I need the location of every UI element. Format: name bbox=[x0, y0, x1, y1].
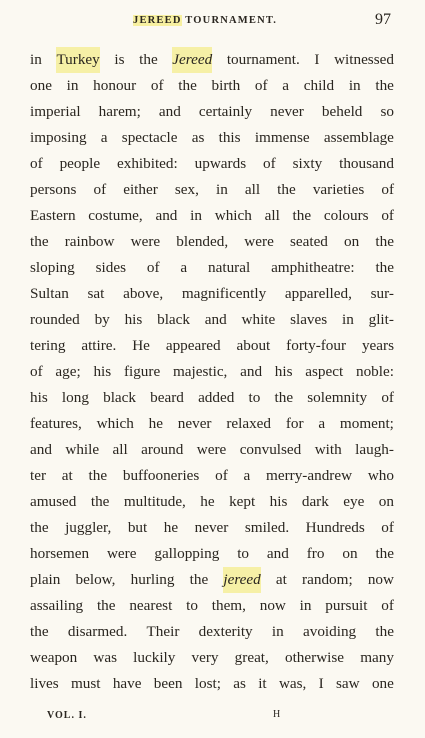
word: people bbox=[59, 155, 101, 172]
text-line bbox=[30, 203, 394, 229]
word: black bbox=[103, 389, 136, 406]
word: rounded bbox=[30, 311, 80, 328]
word: natural bbox=[208, 259, 251, 276]
word: while bbox=[65, 441, 100, 458]
word: I bbox=[314, 51, 320, 68]
text-line bbox=[30, 385, 394, 411]
word: with bbox=[314, 441, 342, 458]
word: as bbox=[233, 675, 246, 692]
word: random; bbox=[302, 571, 353, 588]
word: child bbox=[303, 77, 335, 94]
word: ter bbox=[30, 467, 47, 484]
word: the bbox=[88, 467, 108, 484]
text-line bbox=[30, 177, 394, 203]
word: never bbox=[177, 415, 212, 432]
word: the bbox=[30, 519, 49, 536]
word: hurling bbox=[130, 571, 175, 588]
word: were bbox=[130, 233, 161, 250]
page-number: 97 bbox=[375, 11, 391, 28]
word: as bbox=[191, 129, 205, 146]
word: tournament. bbox=[226, 51, 300, 68]
word: juggler, bbox=[65, 519, 112, 536]
word: and bbox=[155, 207, 178, 224]
word: very bbox=[191, 649, 219, 666]
text-line bbox=[30, 359, 394, 385]
word: spectacle bbox=[121, 129, 178, 146]
text-line bbox=[30, 47, 394, 73]
word: birth bbox=[211, 77, 241, 94]
word: of bbox=[254, 77, 268, 94]
word: He bbox=[132, 337, 150, 354]
word: never bbox=[270, 103, 304, 120]
word: the bbox=[375, 233, 394, 250]
word: of bbox=[381, 519, 394, 536]
word: plain bbox=[30, 571, 61, 588]
word: now bbox=[259, 597, 286, 614]
word: in bbox=[348, 77, 361, 94]
word: long bbox=[61, 389, 89, 406]
text-line bbox=[30, 463, 394, 489]
word: in bbox=[299, 597, 312, 614]
word: apparelled, bbox=[284, 285, 352, 302]
text-line bbox=[30, 229, 394, 255]
word: this bbox=[218, 129, 241, 146]
word: in bbox=[66, 77, 79, 94]
word: harem; bbox=[98, 103, 141, 120]
word: lost; bbox=[194, 675, 221, 692]
word: seated bbox=[289, 233, 328, 250]
text-line bbox=[30, 125, 394, 151]
word: below, bbox=[75, 571, 116, 588]
word: forty-four bbox=[286, 337, 347, 354]
word: kept bbox=[229, 493, 256, 510]
text-line bbox=[30, 541, 394, 567]
word: buffooneries bbox=[122, 467, 200, 484]
text-line bbox=[30, 619, 394, 645]
word: pursuit bbox=[325, 597, 368, 614]
word: his bbox=[124, 311, 143, 328]
word: so bbox=[380, 103, 394, 120]
body-text bbox=[30, 47, 394, 697]
word: and bbox=[30, 441, 52, 458]
running-head-title bbox=[133, 15, 277, 26]
word: glit- bbox=[368, 311, 394, 328]
word: he bbox=[148, 415, 163, 432]
running-head bbox=[0, 11, 425, 31]
word: moment; bbox=[339, 415, 394, 432]
word: the bbox=[178, 77, 197, 94]
word: one bbox=[371, 675, 394, 692]
word: of bbox=[381, 207, 394, 224]
word: and bbox=[266, 545, 289, 562]
word: amphitheatre: bbox=[271, 259, 355, 276]
word: horsemen bbox=[30, 545, 90, 562]
text-line bbox=[30, 151, 394, 177]
word: immense bbox=[254, 129, 310, 146]
word: of bbox=[215, 467, 228, 484]
word: in bbox=[216, 181, 228, 198]
word: by bbox=[94, 311, 110, 328]
word: Their bbox=[146, 623, 180, 640]
text-line bbox=[30, 489, 394, 515]
word: sloping bbox=[30, 259, 75, 276]
word: and bbox=[240, 363, 263, 380]
word: sat bbox=[87, 285, 105, 302]
word: in bbox=[341, 311, 354, 328]
text-line bbox=[30, 281, 394, 307]
word: sides bbox=[95, 259, 126, 276]
word: sur- bbox=[370, 285, 394, 302]
word: which bbox=[96, 415, 134, 432]
highlighted-word: Jereed bbox=[172, 47, 212, 73]
word: to bbox=[248, 389, 261, 406]
word: sex, bbox=[174, 181, 199, 198]
word: and bbox=[204, 311, 227, 328]
word: on bbox=[378, 493, 394, 510]
word: the bbox=[96, 597, 116, 614]
word: all bbox=[264, 207, 280, 224]
word: of bbox=[381, 389, 394, 406]
word: Eastern bbox=[30, 207, 76, 224]
word: all bbox=[112, 441, 128, 458]
word: of bbox=[150, 77, 164, 94]
word: convulsed bbox=[239, 441, 302, 458]
word: smiled. bbox=[244, 519, 290, 536]
word: the bbox=[277, 181, 296, 198]
word: a bbox=[180, 259, 188, 276]
word: Hundreds bbox=[305, 519, 365, 536]
word: the bbox=[30, 233, 49, 250]
word: were bbox=[244, 233, 274, 250]
word: attire. bbox=[81, 337, 117, 354]
text-line bbox=[30, 567, 394, 593]
word: magnificently bbox=[181, 285, 267, 302]
running-head-highlight: JEREED bbox=[133, 15, 182, 26]
word: witnessed bbox=[334, 51, 394, 68]
word: he bbox=[163, 519, 179, 536]
word: laugh- bbox=[355, 441, 394, 458]
word: great, bbox=[234, 649, 269, 666]
word: one bbox=[30, 77, 52, 94]
word: solemnity bbox=[307, 389, 368, 406]
word: varieties bbox=[312, 181, 365, 198]
word: to bbox=[237, 545, 250, 562]
word: costume, bbox=[88, 207, 143, 224]
text-line bbox=[30, 99, 394, 125]
word: on bbox=[344, 233, 360, 250]
word: colours bbox=[323, 207, 369, 224]
word: the bbox=[189, 571, 209, 588]
word: assemblage bbox=[323, 129, 394, 146]
word: otherwise bbox=[284, 649, 345, 666]
word: the bbox=[30, 623, 49, 640]
word: a bbox=[318, 415, 326, 432]
word: in bbox=[30, 51, 42, 68]
word: avoiding bbox=[302, 623, 357, 640]
word: black bbox=[157, 311, 190, 328]
word: gallopping bbox=[154, 545, 220, 562]
word: merry-andrew bbox=[266, 467, 353, 484]
word: nearest bbox=[129, 597, 173, 614]
word: but bbox=[127, 519, 148, 536]
word: sixty bbox=[292, 155, 323, 172]
word: aspect bbox=[305, 363, 344, 380]
word: imperial bbox=[30, 103, 81, 120]
word: age; bbox=[55, 363, 81, 380]
text-line bbox=[30, 515, 394, 541]
word: I bbox=[318, 675, 324, 692]
word: dark bbox=[301, 493, 329, 510]
word: weapon bbox=[30, 649, 78, 666]
word: above, bbox=[123, 285, 164, 302]
word: features, bbox=[30, 415, 82, 432]
text-line bbox=[30, 307, 394, 333]
word: of bbox=[30, 363, 43, 380]
word: must bbox=[70, 675, 101, 692]
word: his bbox=[30, 389, 48, 406]
word: been bbox=[153, 675, 183, 692]
word: multitude, bbox=[123, 493, 186, 510]
word: upwards bbox=[194, 155, 247, 172]
word: who bbox=[367, 467, 394, 484]
text-line bbox=[30, 73, 394, 99]
word: in bbox=[271, 623, 284, 640]
word: on bbox=[342, 545, 358, 562]
word: were bbox=[196, 441, 227, 458]
word: certainly bbox=[198, 103, 253, 120]
word: slaves bbox=[290, 311, 328, 328]
word: his bbox=[93, 363, 112, 380]
word: the bbox=[90, 493, 110, 510]
word: Sultan bbox=[30, 285, 69, 302]
word: now bbox=[367, 571, 394, 588]
word: figure bbox=[123, 363, 161, 380]
word: of bbox=[93, 181, 107, 198]
highlighted-word: jereed bbox=[223, 567, 260, 593]
word: honour bbox=[93, 77, 137, 94]
word: assailing bbox=[30, 597, 84, 614]
word: amused bbox=[30, 493, 77, 510]
word: rainbow bbox=[64, 233, 115, 250]
word: the bbox=[274, 389, 294, 406]
word: the bbox=[375, 545, 394, 562]
word: his bbox=[274, 363, 293, 380]
volume-label: VOL. I. bbox=[47, 710, 87, 721]
word: the bbox=[375, 77, 394, 94]
word: the bbox=[375, 623, 394, 640]
word: relaxed bbox=[226, 415, 271, 432]
word: to bbox=[186, 597, 198, 614]
word: and bbox=[158, 103, 181, 120]
word: which bbox=[214, 207, 252, 224]
word: for bbox=[285, 415, 304, 432]
word: them, bbox=[211, 597, 246, 614]
word: around bbox=[141, 441, 184, 458]
text-line bbox=[30, 671, 394, 697]
word: dexterity bbox=[198, 623, 253, 640]
highlighted-word: Turkey bbox=[56, 47, 99, 73]
text-line bbox=[30, 593, 394, 619]
word: of bbox=[263, 155, 276, 172]
word: beard bbox=[150, 389, 184, 406]
text-line bbox=[30, 255, 394, 281]
word: at bbox=[275, 571, 287, 588]
word: luckily bbox=[133, 649, 176, 666]
word: white bbox=[241, 311, 276, 328]
word: many bbox=[360, 649, 394, 666]
word: either bbox=[123, 181, 158, 198]
word: disarmed. bbox=[67, 623, 128, 640]
word: eye bbox=[343, 493, 365, 510]
word: majestic, bbox=[172, 363, 228, 380]
running-head-title-rest: TOURNAMENT. bbox=[181, 15, 278, 26]
word: beheld bbox=[321, 103, 363, 120]
signature-mark: H bbox=[273, 709, 282, 720]
text-line bbox=[30, 411, 394, 437]
word: the bbox=[139, 51, 158, 68]
word: blended, bbox=[176, 233, 229, 250]
text-line bbox=[30, 645, 394, 671]
word: never bbox=[194, 519, 229, 536]
word: was bbox=[93, 649, 118, 666]
word: is bbox=[114, 51, 125, 68]
word: of bbox=[30, 155, 43, 172]
word: imposing bbox=[30, 129, 87, 146]
page-footer bbox=[0, 706, 425, 726]
word: lives bbox=[30, 675, 59, 692]
word: exhibited: bbox=[116, 155, 178, 172]
word: of bbox=[146, 259, 160, 276]
word: the bbox=[292, 207, 312, 224]
word: appeared bbox=[165, 337, 221, 354]
word: were bbox=[106, 545, 137, 562]
word: noble: bbox=[355, 363, 394, 380]
word: persons bbox=[30, 181, 77, 198]
word: of bbox=[381, 597, 394, 614]
word: it bbox=[258, 675, 267, 692]
word: was, bbox=[278, 675, 307, 692]
word: at bbox=[61, 467, 73, 484]
text-line bbox=[30, 437, 394, 463]
word: fro bbox=[306, 545, 325, 562]
word: a bbox=[282, 77, 290, 94]
word: he bbox=[200, 493, 215, 510]
word: all bbox=[244, 181, 261, 198]
word: saw bbox=[336, 675, 360, 692]
word: his bbox=[269, 493, 288, 510]
word: of bbox=[381, 181, 394, 198]
word: a bbox=[100, 129, 108, 146]
word: a bbox=[243, 467, 251, 484]
word: in bbox=[190, 207, 202, 224]
word: years bbox=[361, 337, 394, 354]
word: have bbox=[112, 675, 142, 692]
word: added bbox=[198, 389, 235, 406]
text-line bbox=[30, 333, 394, 359]
word: thousand bbox=[339, 155, 394, 172]
word: about bbox=[236, 337, 271, 354]
word: tering bbox=[30, 337, 66, 354]
word: the bbox=[375, 259, 394, 276]
